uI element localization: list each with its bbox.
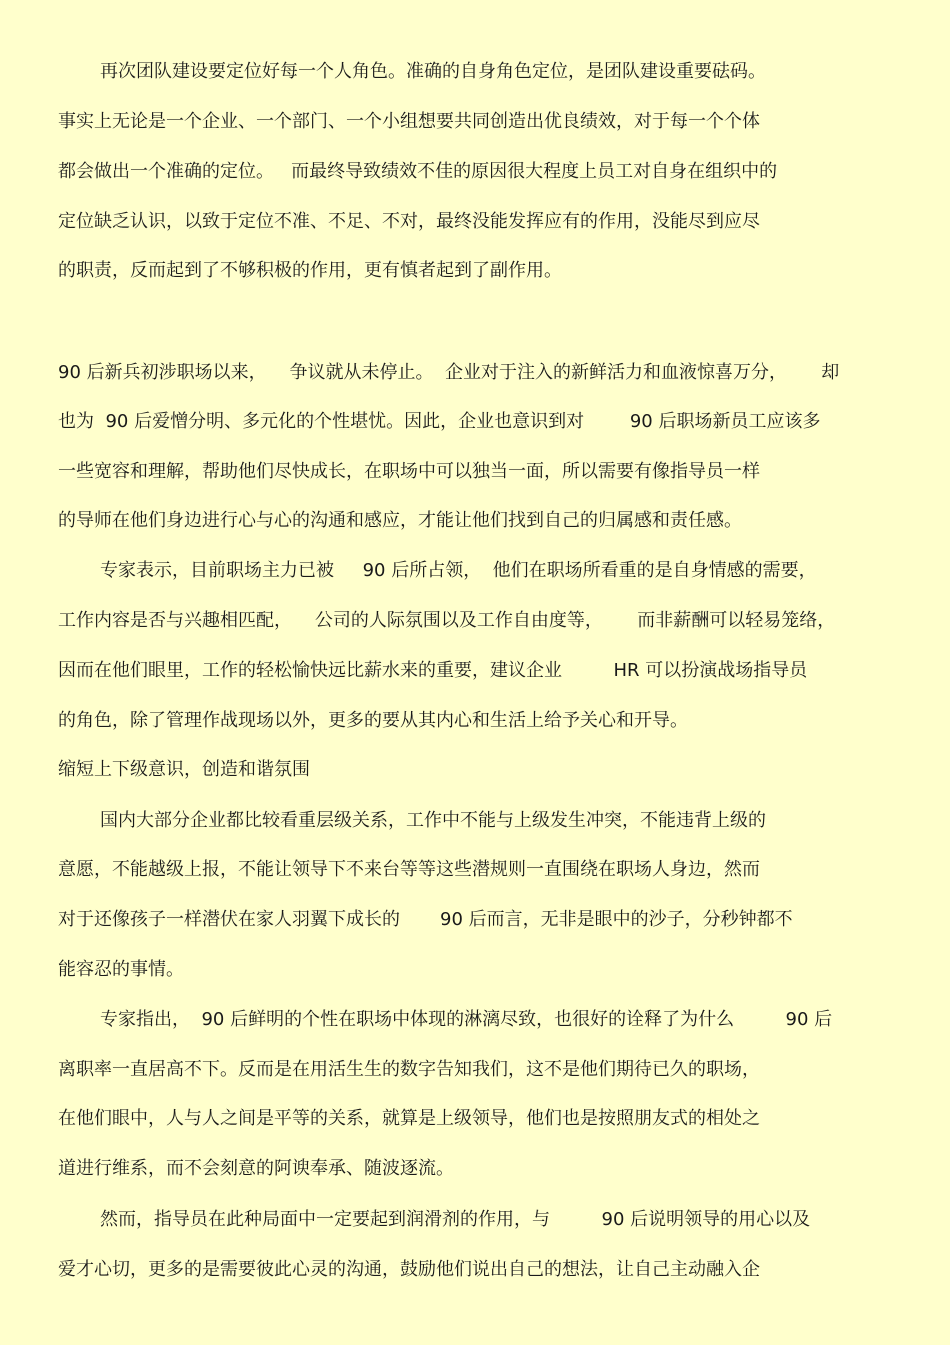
text-line: 专家表示，目前职场主力已被 90 后所占领， 他们在职场所看重的是自身情感的需要， xyxy=(100,560,817,581)
text-line: 专家指出， 90 后鲜明的个性在职场中体现的淋漓尽致，也很好的诠释了为什么 90 后 xyxy=(100,1009,833,1030)
text-line: 道进行维系，而不会刻意的阿谀奉承、随波逐流。 xyxy=(58,1158,454,1179)
text-line: 意愿，不能越级上报，不能让领导下不来台等等这些潜规则一直围绕在职场人身边，然而 xyxy=(58,859,760,880)
text-line: 定位缺乏认识，以致于定位不准、不足、不对，最终没能发挥应有的作用，没能尽到应尽 xyxy=(58,211,760,232)
text-line: 对于还像孩子一样潜伏在家人羽翼下成长的 90 后而言，无非是眼中的沙子，分秒钟都不 xyxy=(58,909,793,930)
text-line: 90 后新兵初涉职场以来， 争议就从未停止。 企业对于注入的新鲜活力和血液惊喜万分， 却 xyxy=(58,362,840,383)
text-line: 国内大部分企业都比较看重层级关系，工作中不能与上级发生冲突，不能违背上级的 xyxy=(100,810,766,831)
text-line: 在他们眼中，人与人之间是平等的关系，就算是上级领导，他们也是按照朋友式的相处之 xyxy=(58,1108,760,1129)
text-line: 也为 90 后爱憎分明、多元化的个性堪忧。因此，企业也意识到对 90 后职场新员工应该多 xyxy=(58,411,821,432)
text-line: 都会做出一个准确的定位。 而最终导致绩效不佳的原因很大程度上员工对自身在组织中的 xyxy=(58,161,778,182)
text-line: 离职率一直居高不下。反而是在用活生生的数字告知我们，这不是他们期待已久的职场， xyxy=(58,1059,760,1080)
text-line: 然而，指导员在此种局面中一定要起到润滑剂的作用，与 90 后说明领导的用心以及 xyxy=(100,1209,811,1230)
text-line: 因而在他们眼里，工作的轻松愉快远比薪水来的重要，建议企业 HR 可以扮演战场指导员 xyxy=(58,660,808,681)
text-line: 事实上无论是一个企业、一个部门、一个小组想要共同创造出优良绩效，对于每一个个体 xyxy=(58,111,760,132)
text-line: 能容忍的事情。 xyxy=(58,959,184,980)
text-line: 爱才心切，更多的是需要彼此心灵的沟通，鼓励他们说出自己的想法，让自己主动融入企 xyxy=(58,1259,760,1280)
text-line: 一些宽容和理解，帮助他们尽快成长，在职场中可以独当一面，所以需要有像指导员一样 xyxy=(58,461,760,482)
section-heading: 缩短上下级意识，创造和谐氛围 xyxy=(58,759,310,780)
text-line: 的职责，反而起到了不够积极的作用，更有慎者起到了副作用。 xyxy=(58,260,562,281)
text-line: 的角色，除了管理作战现场以外，更多的要从其内心和生活上给予关心和开导。 xyxy=(58,710,688,731)
text-line: 再次团队建设要定位好每一个人角色。准确的自身角色定位，是团队建设重要砝码。 xyxy=(100,61,766,82)
text-line: 工作内容是否与兴趣相匹配， 公司的人际氛围以及工作自由度等， 而非薪酬可以轻易笼络， xyxy=(58,610,836,631)
text-line: 的导师在他们身边进行心与心的沟通和感应，才能让他们找到自己的归属感和责任感。 xyxy=(58,510,742,531)
